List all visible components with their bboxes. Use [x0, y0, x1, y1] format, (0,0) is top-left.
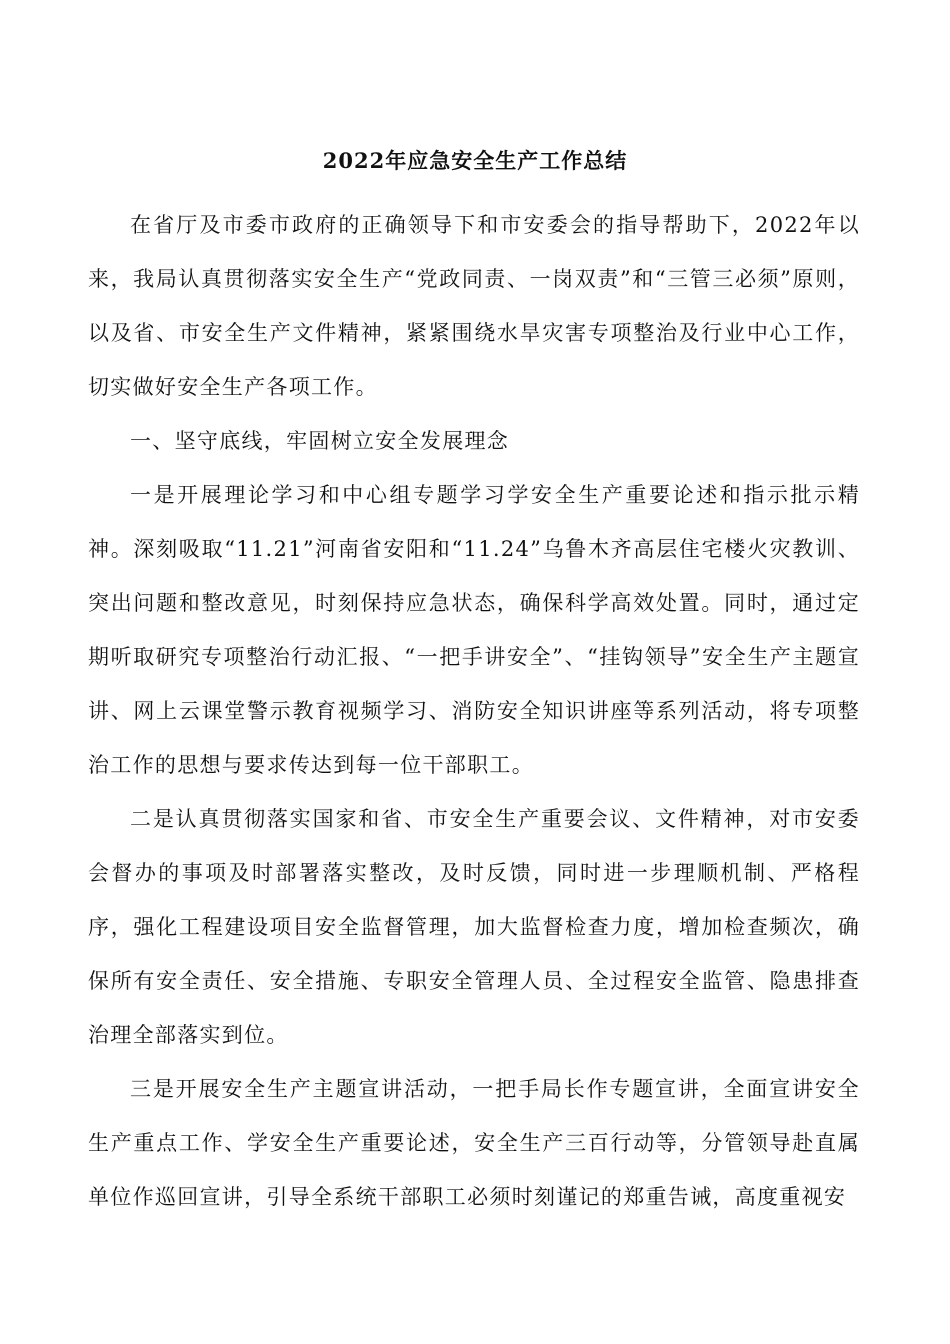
document-body: [88, 198, 860, 1224]
paragraph-item-2: 二是认真贯彻落实国家和省、市安全生产重要会议、文件精神，对市安委会督办的事项及时部署落实整改，及时反馈，同时进一步理顺机制、严格程序，强化工程建设项目安全监督管理，加大监督检查力度，增加检查频次，确保所有安全责任、安全措施、专职安全管理人员、全过程安全监管、隐患排查治理全部落实到位。: [88, 807, 860, 1047]
paragraph-intro: 在省厅及市委市政府的正确领导下和市安委会的指导帮助下，2022年以来，我局认真贯彻落实安全生产“党政同责、一岗双责”和“三管三必须”原则，以及省、市安全生产文件精神，紧紧围绕水旱灾害专项整治及行业中心工作，切实做好安全生产各项工作。: [88, 213, 860, 399]
paragraph-item-3: 三是开展安全生产主题宣讲活动，一把手局长作专题宣讲，全面宣讲安全生产重点工作、学安全生产重要论述，安全生产三百行动等，分管领导赴直属单位作巡回宣讲，引导全系统干部职工必须时刻谨记的郑重告诫，高度重视安: [88, 1077, 860, 1209]
section-heading-1: 一、坚守底线，牢固树立安全发展理念: [130, 429, 510, 453]
document-title: 2022年应急安全生产工作总结: [322, 148, 628, 173]
paragraph-item-1: 一是开展理论学习和中心组专题学习学安全生产重要论述和指示批示精神。深刻吸取“11.21”河南省安阳和“11.24”乌鲁木齐高层住宅楼火灾教训、突出问题和整改意见，时刻保持应急状态，确保科学高效处置。同时，通过定期听取研究专项整治行动汇报、“一把手讲安全”、“挂钩领导”安全生产主题宣讲、网上云课堂警示教育视频学习、消防安全知识讲座等系列活动，将专项整治工作的思想与要求传达到每一位干部职工。: [88, 483, 860, 777]
